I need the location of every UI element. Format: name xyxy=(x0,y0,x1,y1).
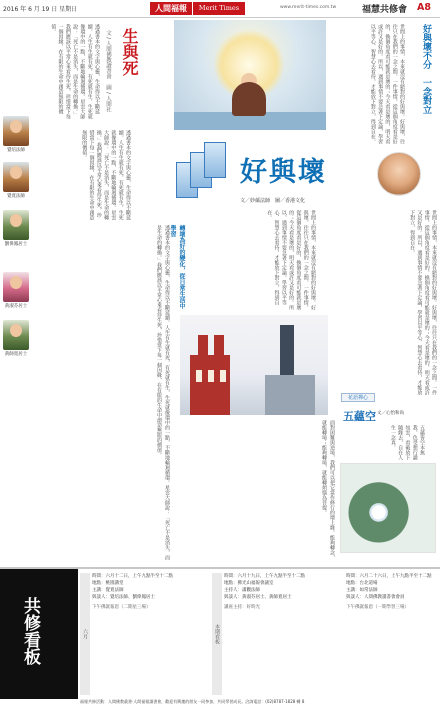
main-article-subtitle: 好與壞不分 一念對立 xyxy=(421,24,431,114)
event-guests: 與談人：覺培法師、劉偉鳳居士 xyxy=(92,595,155,600)
portrait-photo xyxy=(3,162,29,192)
event-host: 主持人：滿觀法師 xyxy=(224,588,260,593)
website-url[interactable]: www.merit-times.com.tw xyxy=(280,5,337,10)
left-article-body-lower: 透過書本的文字與心靈，生命得以不斷延續。人生有生就有死，有死就有生，生死就像環中的一點，不斷地輪迴循環。星雲大師說：「死亡不是消失，而是生命的轉換。」我們應該以平常心來看待生死，珍惜當下每一個因緣，在有限的生命中創造無限的價值。 xyxy=(81,130,131,220)
main-article-byline: 文／妙蘊法師 圖／香港文化 xyxy=(240,198,306,204)
main-article-title: 好與壞 xyxy=(240,157,327,188)
calendar-heading-box xyxy=(0,569,78,699)
main-article-body-top: 世間上的事情，本來就沒有絕對的好與壞。好與壞，往往只在我們的一念之間。一件事情，從這個角度看是好的，換個角度看可能就是壞的；今天看是壞的，明天看或許又是好的。所以，遇到事情不要急著下定論，學習以平等心、智慧心去看待，才能放下對立，得到自在。 xyxy=(369,24,405,144)
event-time: 時間：六月十二日，上午九點半至十二點 xyxy=(92,574,173,579)
issue-date: 2016 年 6 月 19 日 星期日 xyxy=(3,6,78,13)
portrait-caption: 黃師寬居士 xyxy=(4,352,28,357)
portrait-photo xyxy=(3,116,29,146)
newspaper-logo: 人間福報 xyxy=(150,2,192,15)
flower-article-byline: 文／心怡和尚 xyxy=(377,411,404,416)
portrait-photo xyxy=(3,320,29,350)
flower-poem: 五蘊皆空本無我，色受想行識如雲，看破放下隨緣去，自在人生一念真。 xyxy=(389,425,425,460)
main-article-body: 世間上的事情，本來就沒有絕對的好與壞。好與壞，往往只在我們的一念之間。一件事情，從這個角度看是好的，換個角度看可能就是壞的；今天看是壞的，明天看或許又是好的。所以，遇到事情不要急著下定論，學習以平等心、智慧心去看待，才能放下對立，得到自在。 xyxy=(266,210,316,310)
calendar-footer: 福報共修活動：人間佛教叢書·人間福報讀書會，歡迎有興趣的朋友一同參加，共同學習成長。洽詢電話：(02)8787-1828 轉 8 xyxy=(80,699,305,704)
event-note: 講座主持：好時光 xyxy=(224,605,260,610)
flower-article-title: 五蘊空 xyxy=(343,410,376,423)
left-article-title: 生與死 xyxy=(120,28,139,76)
event-card[interactable] xyxy=(346,573,438,698)
portrait-caption: 覺培法師 xyxy=(7,148,25,153)
calendar-side-label: 本期看板 xyxy=(212,573,222,695)
event-host: 主講：覺寬法師 xyxy=(92,588,124,593)
portrait-photo xyxy=(3,272,29,302)
event-time: 時間：六月十九日，上午九點半至十二點 xyxy=(224,574,305,579)
portrait-caption: 覺寬法師 xyxy=(7,194,25,199)
section-title: 福慧共修會 xyxy=(362,5,408,15)
event-time: 時間：六月二十六日，上午九點半至十二點 xyxy=(346,574,432,579)
event-guests: 與談人：黃淑芬居士、黃師寬居士 xyxy=(224,595,292,600)
left-article-body: 透過書本的文字與心靈，生命得以不斷延續。人生有生就有死，有死就有生，生死就像環中的一點，不斷地輪迴循環。星雲大師說：「死亡不是消失，而是生命的轉換。」我們應該以平常心來看待生死，珍惜當下每一個因緣，在有限的生命中創造無限的價值。 xyxy=(50,24,100,119)
event-guests: 與談人：人間佛教讀書會會員 xyxy=(346,595,405,600)
event-place: 地點：佛光山福報會議室 xyxy=(224,581,274,586)
event-card[interactable] xyxy=(224,573,342,698)
portrait-photo xyxy=(3,210,29,240)
church-illustration xyxy=(180,315,328,415)
event-card[interactable] xyxy=(92,573,210,698)
merit-times-logo: Merit Times xyxy=(193,2,245,15)
portrait-caption: 劉偉鳳居士 xyxy=(4,242,28,247)
author-photo xyxy=(377,152,421,196)
calendar-heading: 共修看板 xyxy=(20,597,40,665)
event-place: 地點：桃園講堂 xyxy=(92,581,124,586)
event-note: 下午佛誕報恩（二期星三場） xyxy=(92,605,151,610)
event-host: 主講：如常法師 xyxy=(346,588,378,593)
left-article-byline: 文 / 人間佛教讀書會 圖 / 人間社 xyxy=(105,30,111,113)
left-article-body-bottom: 透過書本的文字與心靈，生命得以不斷延續。人生有生就有死，有死就有生，生死就像環中的一點，不斷地輪迴循環。星雲大師說：「死亡不是消失，而是生命的轉換。」我們應該以平常心來看待生死，珍惜當下每一個因緣，在有限的生命中創造無限的價值。 xyxy=(156,225,170,560)
main-article-boxed-heading: 轉壞為好的變化，從日常生活中學習 xyxy=(169,225,185,309)
portrait-caption: 黃淑芬居士 xyxy=(4,304,28,309)
masthead xyxy=(0,0,440,18)
event-place: 地點：台北道場 xyxy=(346,581,378,586)
book-covers xyxy=(176,140,236,220)
main-article-body-right: 世間上的事情，本來就沒有絕對的好與壞。好與壞，往往只在我們的一念之間。一件事情，從這個角度看是好的，換個角度看可能就是壞的；今天看是壞的，明天看或許又是好的。所以，遇到事情不要急著下定論，學習以平等心、智慧心去看待，才能放下對立，得到自在。 xyxy=(409,210,437,395)
flower-section-tag: 花語禪心 xyxy=(341,393,375,402)
lotus-flower-image xyxy=(340,463,436,553)
event-calendar xyxy=(0,567,440,709)
main-article-body-lower: 面對困難與逆境，我們可以把它當作修行的增上緣。能夠轉念，就能轉境；能夠轉境，就能轉煩惱為菩提。 xyxy=(321,420,335,560)
event-note: 下午佛誕報恩（一期學習三場） xyxy=(346,605,409,610)
page-number: A8 xyxy=(417,2,431,13)
calendar-side-label: 六月 xyxy=(80,573,90,695)
monk-illustration xyxy=(174,20,326,130)
